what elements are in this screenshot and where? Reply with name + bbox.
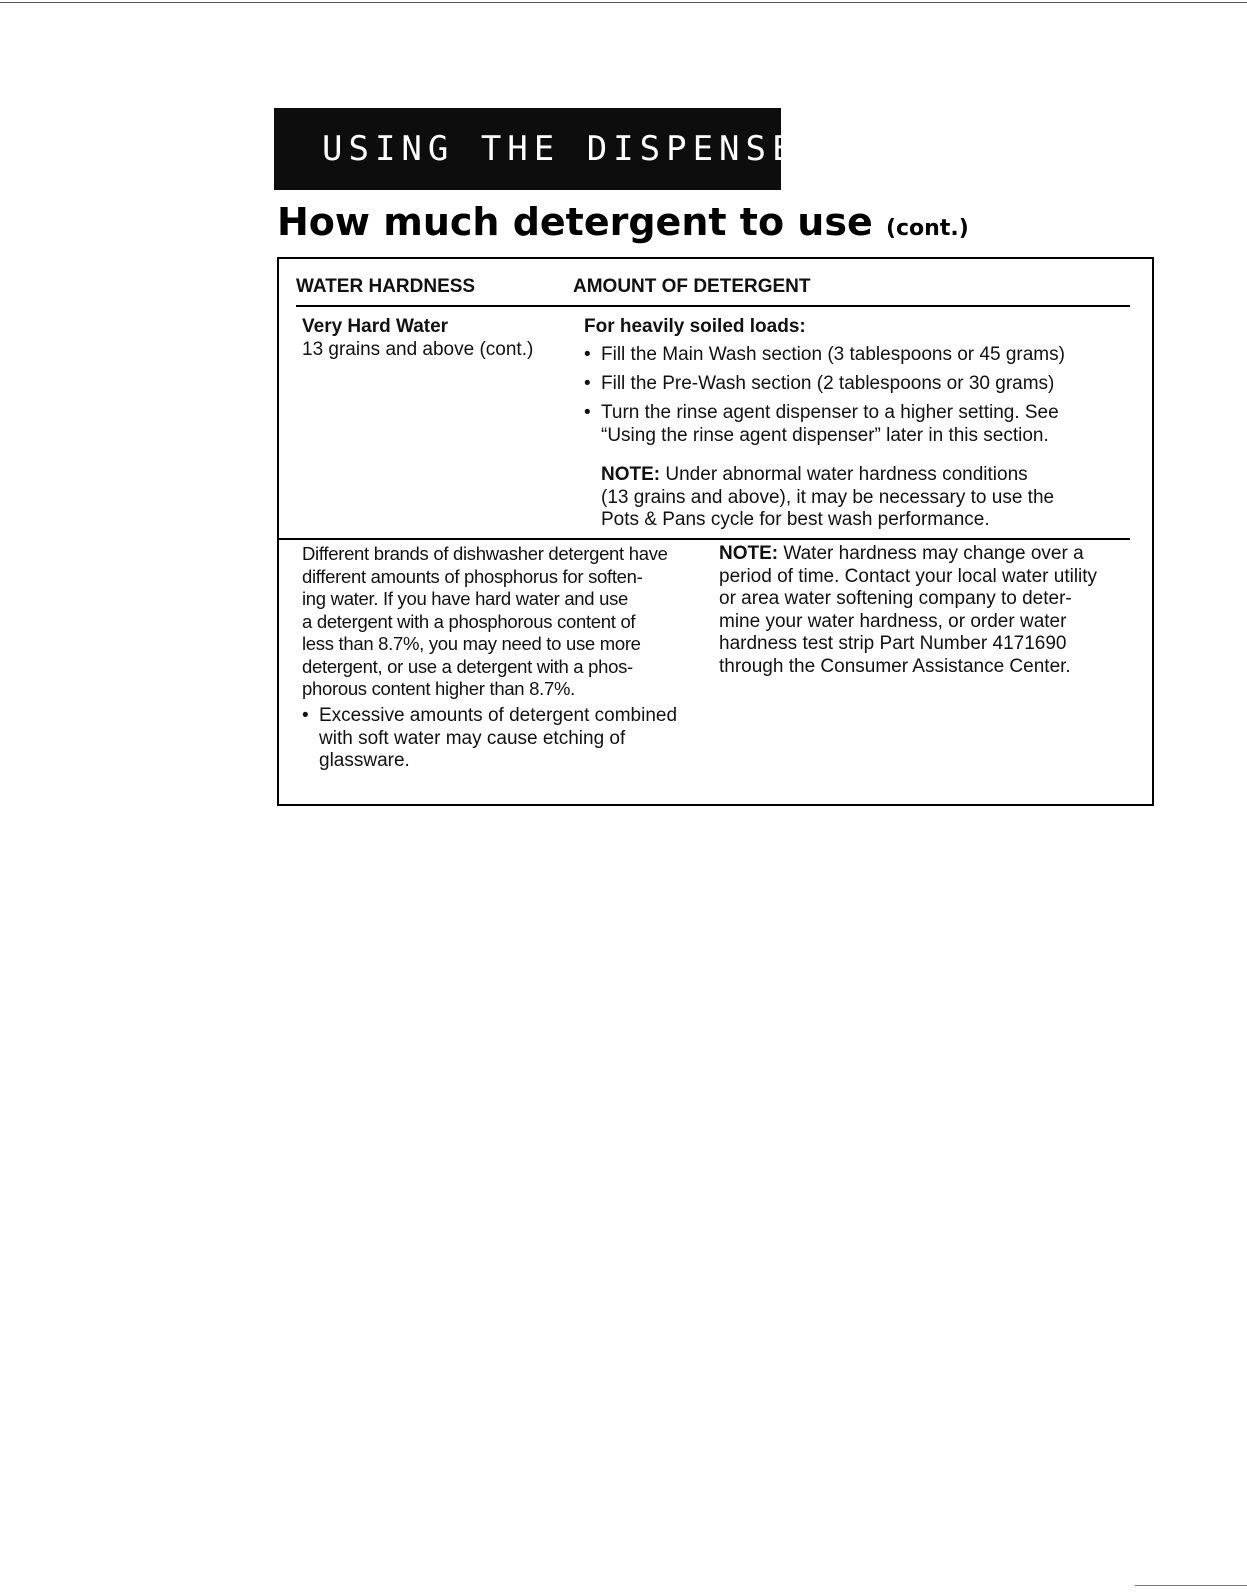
detergent-info-box [277,257,1154,806]
bullet-line: with soft water may cause etching of [319,727,626,749]
section-banner [274,108,852,190]
note-line: Under abnormal water hardness conditions [665,464,1028,485]
top-edge-rule [0,2,1247,3]
note-line: hardness test strip Part Number 4171690 [719,633,1067,654]
amount-list-item: • Fill the Main Wash section (3 tablespoons or 45 grams) [584,343,1065,366]
note-line: (13 grains and above), it may be necessary to use the [601,486,1055,508]
hardness-note [601,464,1121,532]
amount-list-item-line: Turn the rinse agent dispenser to a higher setting. See [601,402,1059,423]
column-header-amount-of-detergent: AMOUNT OF DETERGENT [573,276,811,297]
paragraph-line: detergent, or use a detergent with a phos- [302,655,633,677]
paragraph-line: a detergent with a phosphorous content of [302,610,636,632]
note-line: through the Consumer Assistance Center. [719,655,1071,677]
note-line: period of time. Contact your local water utility [719,565,1098,587]
hardness-category-title: Very Hard Water [302,316,449,337]
note-line: Pots & Pans cycle for best wash performance. [601,509,990,530]
bullet-line: glassware. [319,750,410,771]
detergent-brands-paragraph [302,543,712,701]
note-line: Water hardness may change over a [783,543,1084,564]
amount-title: For heavily soiled loads: [584,316,806,337]
note-line: mine your water hardness, or order water [719,610,1067,632]
page-heading [277,200,969,244]
amount-list [584,343,1065,447]
amount-list-item-line: “Using the rinse agent dispenser” later in this section. [601,425,1049,446]
note-line: or area water softening company to deter- [719,588,1072,609]
section-divider [279,538,1130,540]
amount-list-item: • Fill the Pre-Wash section (2 tablespoons or 30 grams) [584,372,1065,395]
etching-warning-bullet [302,705,722,773]
bullet-icon: • [302,705,309,726]
paragraph-line: Different brands of dishwasher detergent have [302,543,668,564]
page-heading-suffix: (cont.) [885,216,969,241]
note-label: NOTE: [719,543,779,564]
bullet-line: Excessive amounts of detergent combined [319,705,678,726]
page-heading-main: How much detergent to use [277,200,873,244]
hardness-category-range: 13 grains and above (cont.) [302,339,534,360]
column-header-water-hardness: WATER HARDNESS [296,276,476,297]
note-label: NOTE: [601,464,661,485]
amount-list-item [584,401,1065,447]
header-divider [296,305,1130,307]
section-banner-title: USING THE DISPENSERS [322,129,852,169]
bottom-edge-mark [1135,1585,1247,1586]
paragraph-line: less than 8.7%, you may need to use more [302,633,641,654]
paragraph-line: phorous content higher than 8.7%. [302,678,575,699]
paragraph-line: different amounts of phosphorus for soften- [302,565,643,587]
water-hardness-note [719,543,1139,678]
paragraph-line: ing water. If you have hard water and use [302,588,629,609]
